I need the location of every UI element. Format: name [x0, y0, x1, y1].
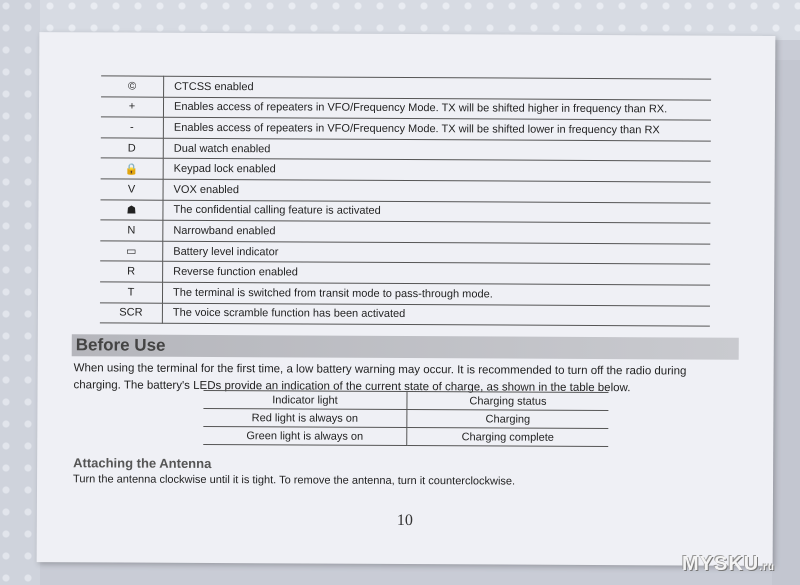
table-row [203, 390, 608, 410]
symbol-description: The terminal is switched from transit mode to pass-through mode. [162, 282, 710, 305]
status-symbol-icon: SCR [100, 302, 163, 323]
status-symbol-icon: 🔒 [101, 158, 164, 179]
table-header-cell: Indicator light [203, 390, 407, 409]
table-cell: Green light is always on [203, 426, 407, 445]
watermark [682, 553, 775, 576]
symbol-description: Keypad lock enabled [163, 159, 711, 182]
page-number: 10 [396, 511, 413, 530]
symbol-description: The voice scramble function has been activated [162, 303, 710, 326]
section-paragraph: When using the terminal for the first time, a low battery warning may occur. It is recommended to turn off the radio during charging. The battery's LEDs provide an indication of the current state of charge, as shown in the table below. [73, 362, 687, 395]
symbol-description: Narrowband enabled [163, 220, 711, 243]
table-row [203, 426, 608, 446]
manual-page [37, 32, 776, 566]
watermark-text: MYSKU [682, 553, 760, 575]
charging-table [203, 390, 608, 447]
table-cell: Charging [407, 410, 609, 429]
table-header-cell: Charging status [407, 392, 609, 411]
symbol-description: Reverse function enabled [163, 262, 711, 285]
status-symbol-icon: ▭ [100, 241, 163, 262]
table-row [100, 302, 710, 326]
symbol-description: Enables access of repeaters in VFO/Frequency Mode. TX will be shifted lower in frequency than RX [163, 117, 711, 140]
icon-table [100, 75, 711, 326]
status-symbol-icon: © [101, 76, 164, 97]
status-symbol-icon: D [101, 138, 164, 159]
symbol-description: Enables access of repeaters in VFO/Frequency Mode. TX will be shifted higher in frequency than RX. [163, 97, 711, 120]
table-cell: Red light is always on [203, 408, 407, 427]
symbol-description: CTCSS enabled [164, 76, 712, 99]
status-symbol-icon: ☗ [100, 199, 163, 220]
symbol-description: VOX enabled [163, 179, 711, 202]
status-symbol-icon: R [100, 261, 163, 282]
table-row [203, 408, 608, 428]
page-edge [772, 60, 800, 585]
section-title: Before Use [72, 334, 739, 359]
subsection-title: Attaching the Antenna [73, 455, 212, 471]
symbol-description: The confidential calling feature is activated [163, 200, 711, 223]
status-symbol-icon: + [101, 96, 164, 117]
status-symbol-icon: V [101, 179, 164, 200]
table-cell: Charging complete [407, 428, 609, 447]
status-symbol-icon: N [100, 220, 163, 241]
symbol-description: Dual watch enabled [163, 138, 711, 161]
table-surface-left [0, 0, 40, 585]
watermark-suffix: .ru [759, 562, 776, 573]
symbol-description: Battery level indicator [163, 241, 711, 264]
status-symbol-icon: T [100, 282, 163, 303]
subsection-text: Turn the antenna clockwise until it is tight. To remove the antenna, turn it counterclockwise. [73, 473, 516, 488]
status-symbol-icon: - [101, 117, 164, 138]
